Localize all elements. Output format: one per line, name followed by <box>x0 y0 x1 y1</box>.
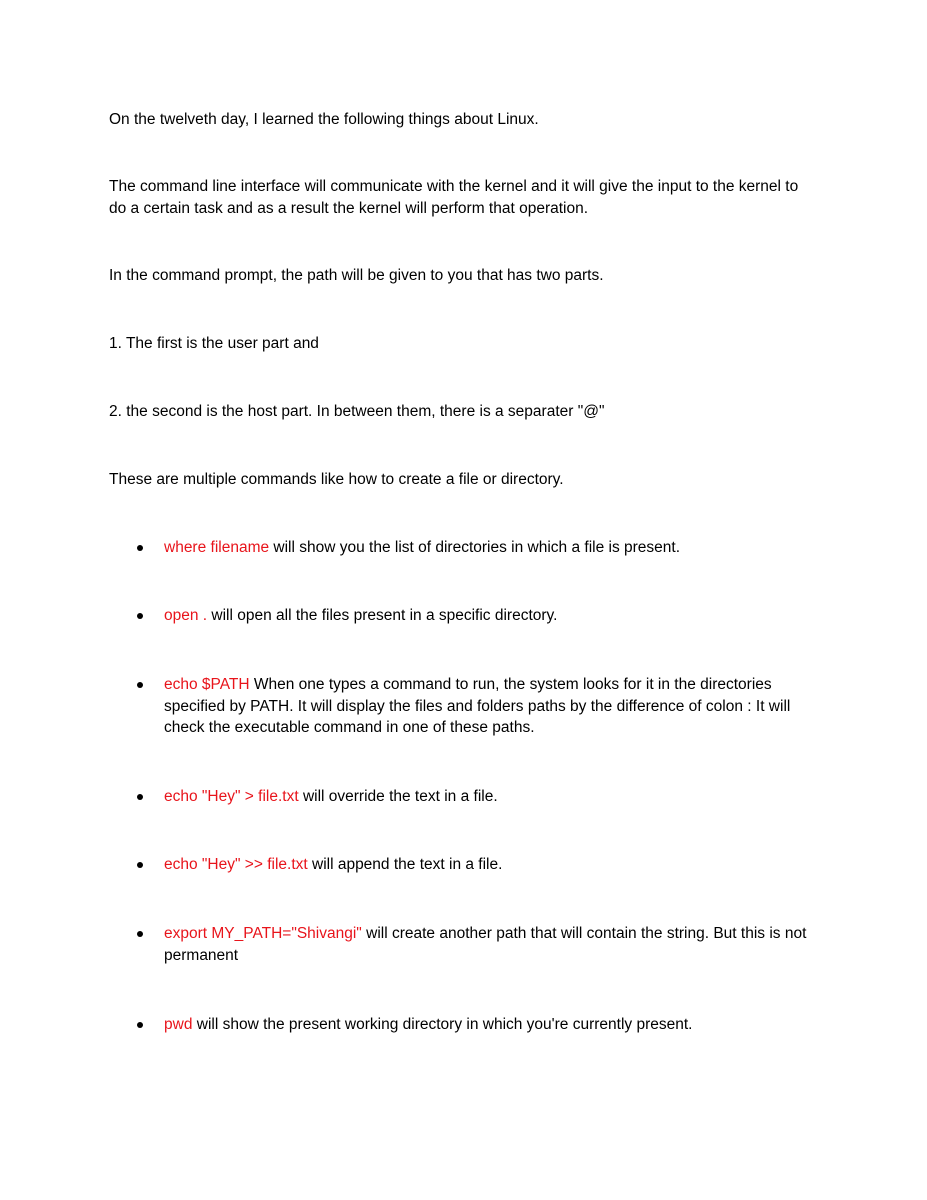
bullet-text <box>164 1014 819 1036</box>
command-text: echo "Hey" > file.txt <box>164 788 299 805</box>
bullet-icon <box>137 862 143 868</box>
command-description: will open all the files present in a specific directory. <box>207 607 558 624</box>
bullet-icon <box>137 682 143 688</box>
part-two-line: 2. the second is the host part. In between them, there is a separater "@" <box>109 403 605 420</box>
command-description: will append the text in a file. <box>307 856 503 873</box>
command-description: will show you the list of directories in which a file is present. <box>269 539 681 556</box>
command-text: where filename <box>164 539 270 556</box>
command-text: open . <box>164 607 208 624</box>
bullet-text <box>164 605 819 627</box>
command-description: will show the present working directory in which you're currently present. <box>192 1016 693 1033</box>
command-text: echo $PATH <box>164 676 250 693</box>
bullet-icon <box>137 613 143 619</box>
part-one-line: 1. The first is the user part and <box>109 335 319 352</box>
prompt-paragraph: In the command prompt, the path will be given to you that has two parts. <box>109 267 604 284</box>
command-text: export MY_PATH="Shivangi" <box>164 925 362 942</box>
bullet-icon <box>137 931 143 937</box>
bullet-text <box>164 854 819 876</box>
bullet-text <box>164 537 819 559</box>
intro-paragraph: On the twelveth day, I learned the following things about Linux. <box>109 111 539 128</box>
bullet-icon <box>137 545 143 551</box>
bullet-text <box>164 923 819 966</box>
command-text: pwd <box>164 1016 193 1033</box>
command-text: echo "Hey" >> file.txt <box>164 856 308 873</box>
command-description: will create another path that will contain the string. But this is not permanent <box>164 925 807 964</box>
bullet-text <box>164 674 819 739</box>
command-description: will override the text in a file. <box>298 788 498 805</box>
cli-paragraph: The command line interface will communicate with the kernel and it will give the input to the kernel to do a certain task and as a result the kernel will perform that operation. <box>109 178 799 217</box>
command-description: When one types a command to run, the system looks for it in the directories specified by PATH. It will display the files and folders paths by the difference of colon : It will check the executable command in one of these paths. <box>164 676 791 736</box>
bullet-icon <box>137 1022 143 1028</box>
bullet-text <box>164 786 819 808</box>
commands-intro-paragraph: These are multiple commands like how to create a file or directory. <box>109 471 564 488</box>
bullet-icon <box>137 794 143 800</box>
